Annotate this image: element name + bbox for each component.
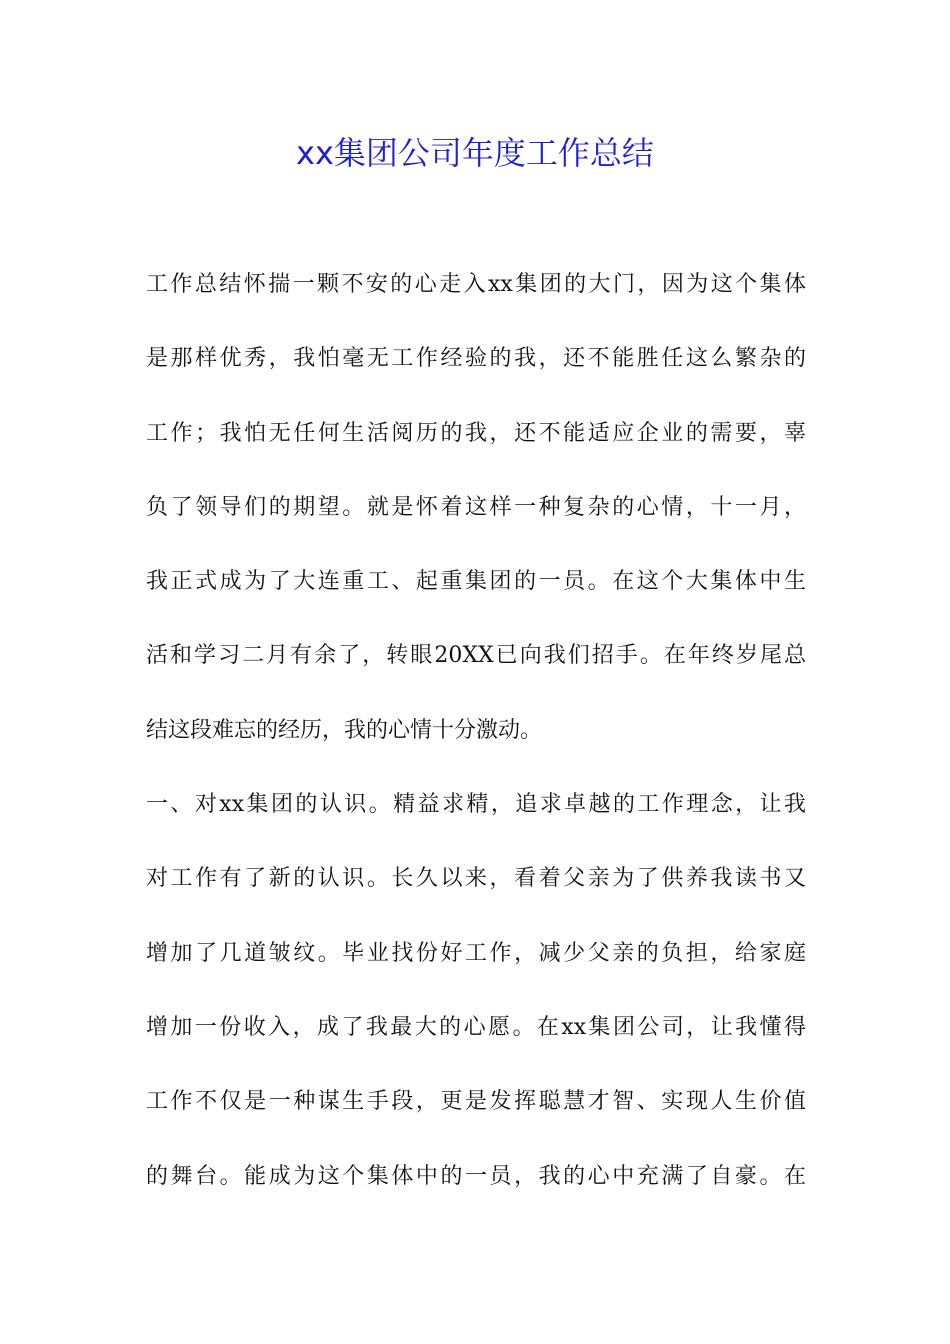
body-line-12: 工作不仅是一种谋生手段，更是发挥聪慧才智、实现人生价值 — [146, 1089, 806, 1115]
body-line-3: 工作；我怕无任何生活阅历的我，还不能适应企业的需要，辜 — [146, 420, 806, 446]
document-title: xx集团公司年度工作总结 — [296, 134, 654, 172]
body-line-1: 工作总结怀揣一颗不安的心走入xx集团的大门，因为这个集体 — [146, 272, 806, 297]
document-body — [146, 262, 806, 1228]
body-line-7: 结这段难忘的经历，我的心情十分激动。 — [146, 717, 543, 743]
body-line-9: 对工作有了新的认识。长久以来，看着父亲为了供养我读书又 — [146, 866, 806, 892]
body-line-8: 一、对xx集团的认识。精益求精，追求卓越的工作理念，让我 — [146, 792, 806, 818]
body-line-4: 负了领导们的期望。就是怀着这样一种复杂的心情，十一月， — [146, 494, 806, 520]
body-line-10: 增加了几道皱纹。毕业找份好工作，减少父亲的负担，给家庭 — [146, 940, 806, 966]
body-line-13: 的舞台。能成为这个集体中的一员，我的心中充满了自豪。在 — [146, 1163, 806, 1189]
body-line-2: 是那样优秀，我怕毫无工作经验的我，还不能胜任这么繁杂的 — [146, 346, 806, 372]
body-line-11: 增加一份收入，成了我最大的心愿。在xx集团公司，让我懂得 — [146, 1014, 806, 1040]
body-line-5: 我正式成为了大连重工、起重集团的一员。在这个大集体中生 — [146, 569, 806, 595]
body-line-6: 活和学习二月有余了，转眼20XX已向我们招手。在年终岁尾总 — [146, 643, 806, 669]
